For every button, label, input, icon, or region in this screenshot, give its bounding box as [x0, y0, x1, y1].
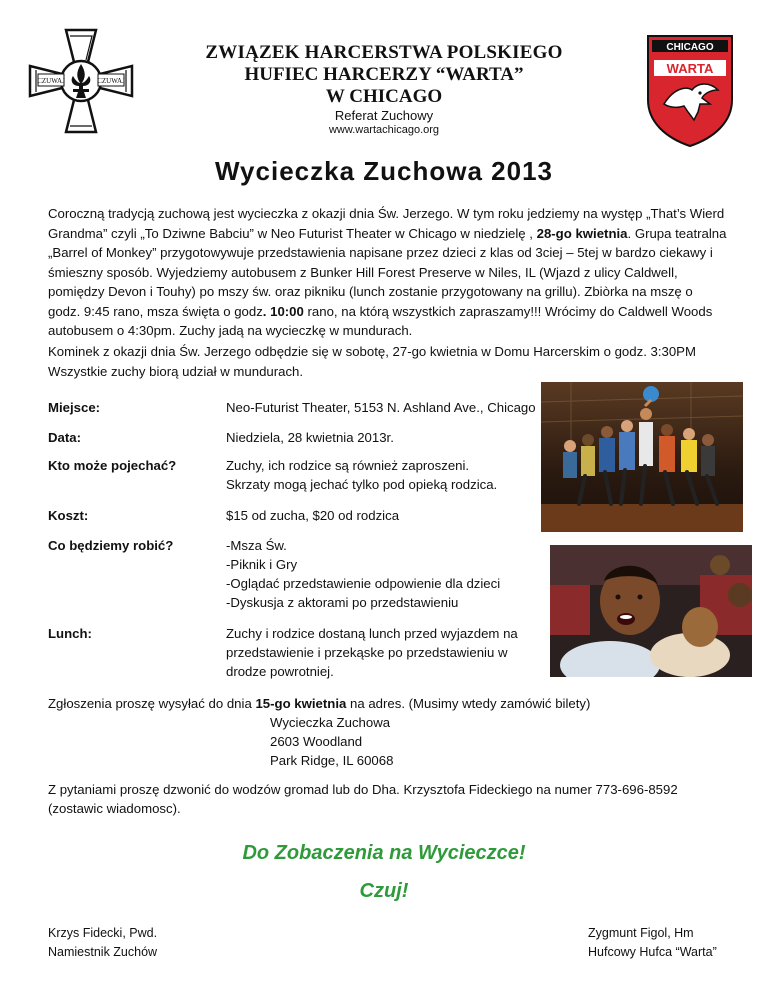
logo-right-text: CZUWAJ — [97, 77, 125, 85]
closing-greeting: Do Zobaczenia na Wycieczce! — [242, 842, 526, 864]
performance-photo — [541, 382, 743, 532]
cost-label: Koszt: — [48, 508, 89, 523]
scout-cross-logo — [26, 26, 136, 136]
bonfire-paragraph: Kominek z okazji dnia Św. Jerzego odbędzie się w sobotę, 27-go kwietnia w Domu Harcerskim o godz. 3:30PM Wszystkie zuchy biorą udział w mundurach. — [48, 344, 696, 379]
address-line: 2603 Woodland — [270, 734, 363, 749]
intro-time-emphasis: . 10:00 — [262, 303, 304, 319]
signature-right-name: Zygmunt Figol, Hm — [588, 926, 694, 940]
activity-item: -Msza Św. — [226, 538, 287, 553]
who-value-1: Zuchy, ich rodzice są również zaproszeni. — [226, 458, 470, 473]
registration-text-c: na adres. (Musimy wtedy zamówić bilety) — [346, 696, 591, 711]
city-name: W CHICAGO — [325, 86, 443, 107]
logo-left-text: CZUWAJ — [37, 77, 65, 85]
signature-left-title: Namiestnik Zuchów — [48, 945, 158, 959]
org-name: ZWIĄZEK HARCERSTWA POLSKIEGO — [205, 42, 563, 63]
address-line: Park Ridge, IL 60068 — [270, 753, 394, 768]
activity-item: -Dyskusja z aktorami po przedstawieniu — [226, 595, 459, 610]
date-label: Data: — [48, 430, 81, 445]
page-title: Wycieczka Zuchowa 2013 — [214, 156, 553, 186]
intro-text-a: Coroczną tradycją zuchową jest wycieczka z okazji dnia Św. Jerzego. W tym roku jedziemy na występ „That’s Wierd Grandma” czyli „To Dziwne Babciu” w Neo Futurist Theater w Chicago w niedzielę , — [48, 206, 725, 241]
intro-text-c: . Grupa teatralna „Barrel of Monkey” przygotowywuje przedstawienia napisane przez dzieci z klas od 3ciej – 5tej w bardzo ciekawy i śmieszny sposób. Wyjedziemy autobusem z Bunker Hill Forest Preserve w Niles, IL (Wjazd z ulicy Caldwell, pomiędzy Devon i Touhy) po mszy św. oraz pikniku (lunch zostanie przygotowany na grillu). Zbiòrka na mszę o godz. 9:45 rano, msza święta o godz — [48, 225, 727, 319]
signature-left-name: Krzys Fidecki, Pwd. — [48, 926, 158, 940]
date-value: Niedziela, 28 kwietnia 2013r. — [226, 430, 394, 445]
activities-label: Co będziemy robić? — [48, 538, 174, 553]
website-url: www.wartachicago.org — [328, 124, 440, 136]
intro-date-emphasis: 28-go kwietnia — [536, 225, 628, 241]
lunch-line: Zuchy i rodzice dostaną lunch przed wyjazdem na — [226, 626, 518, 641]
activity-item: -Piknik i Gry — [226, 557, 298, 572]
lunch-line: drodze powrotniej. — [226, 664, 334, 679]
contact-line-1: Z pytaniami proszę dzwonić do wodzów gromad lub do Dha. Krzysztofa Fideckiego na numer 773-696-8592 — [48, 782, 678, 797]
intro-paragraph — [48, 204, 728, 341]
signature-right-title: Hufcowy Hufca “Warta” — [588, 945, 717, 959]
place-label: Miejsce: — [48, 400, 101, 415]
logo-band-text: WARTA — [666, 61, 714, 76]
place-value: Neo-Futurist Theater, 5153 N. Ashland Ave., Chicago — [226, 400, 536, 415]
address-line: Wycieczka Zuchowa — [270, 715, 391, 730]
who-value-2: Skrzaty mogą jechać tylko pod opieką rodzica. — [226, 477, 498, 492]
cost-value: $15 od zucha, $20 od rodzica — [226, 508, 400, 523]
department-name: Referat Zuchowy — [334, 108, 434, 123]
registration-deadline: 15-go kwietnia — [255, 696, 347, 711]
contact-line-2: (zostawic wiadomosc). — [48, 801, 181, 816]
who-label: Kto może pojechać? — [48, 458, 177, 473]
unit-name: HUFIEC HARCERZY “WARTA” — [244, 64, 524, 85]
logo-top-text: CHICAGO — [666, 42, 714, 53]
registration-text-a: Zgłoszenia proszę wysyłać do dnia — [48, 696, 256, 711]
intro-text-e: rano, na którą wszystkich zapraszamy!!! Wrócimy do Caldwell Woods autobusem o 4:30pm. Zuchy jadą na wycieczkę w mundurach. — [48, 303, 713, 338]
lunch-label: Lunch: — [48, 626, 92, 641]
warta-chicago-logo — [644, 30, 736, 148]
audience-child-photo — [550, 545, 752, 677]
registration-note — [48, 694, 728, 714]
closing-motto: Czuj! — [359, 880, 409, 902]
lunch-line: przedstawienie i przekąske po przedstawieniu w — [226, 645, 508, 660]
activity-item: -Oglądać przedstawienie odpowienie dla dzieci — [226, 576, 501, 591]
